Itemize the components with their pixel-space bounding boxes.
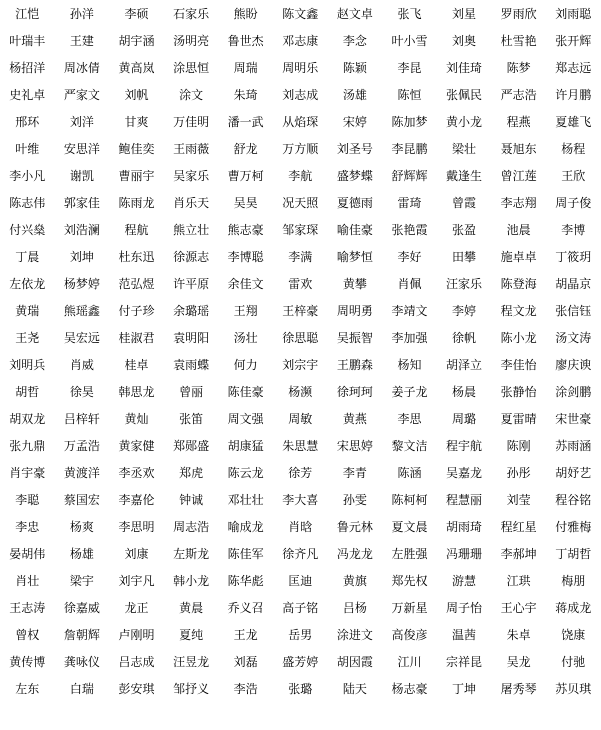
name-cell: 李婷: [452, 303, 477, 318]
name-cell: 邢环: [15, 114, 40, 129]
name-cell: 史礼卓: [9, 87, 46, 102]
name-cell: 李佳怡: [500, 357, 537, 372]
name-cell: 熊瑶鑫: [63, 303, 100, 318]
name-cell: 汤明亮: [173, 33, 210, 48]
name-cell: 张九鼎: [9, 438, 46, 453]
name-cell: 白瑞: [69, 681, 94, 696]
name-cell: 李郝坤: [500, 546, 537, 561]
name-cell: 叶瑞丰: [9, 33, 46, 48]
name-cell: 李忠: [15, 519, 40, 534]
name-cell: 邓壮壮: [227, 492, 264, 507]
name-cell: 吕志成: [118, 654, 155, 669]
name-cell: 郭家佳: [63, 195, 100, 210]
name-cell: 黄晨: [179, 600, 204, 615]
name-cell: 何力: [233, 357, 258, 372]
name-cell: 胡雨琦: [446, 519, 483, 534]
name-cell: 王梓豪: [282, 303, 319, 318]
name-cell: 刘浩澜: [63, 222, 100, 237]
name-cell: 李加强: [391, 330, 428, 345]
name-cell: 刘奥: [452, 33, 477, 48]
name-cell: 安思洋: [63, 141, 100, 156]
name-cell: 熊立壮: [173, 222, 210, 237]
name-cell: 徐帆: [452, 330, 477, 345]
name-cell: 徐芳: [288, 465, 313, 480]
name-cell: 李昆鹏: [391, 141, 428, 156]
name-cell: 涂进文: [336, 627, 373, 642]
name-cell: 严志浩: [500, 87, 537, 102]
name-cell: 张笛: [179, 411, 204, 426]
name-cell: 盛梦蝶: [336, 168, 373, 183]
name-cell: 熊志豪: [227, 222, 264, 237]
name-cell: 赵文卓: [336, 6, 373, 21]
name-cell: 李满: [288, 249, 313, 264]
name-cell: 夏雷晴: [500, 411, 537, 426]
name-cell: 程红星: [500, 519, 537, 534]
name-cell: 舒龙: [233, 141, 258, 156]
name-cell: 李浩: [233, 681, 258, 696]
name-cell: 陈小龙: [500, 330, 537, 345]
name-cell: 韩小龙: [173, 573, 210, 588]
name-cell: 朱思慧: [282, 438, 319, 453]
name-cell: 胡双龙: [9, 411, 46, 426]
name-cell: 黄燕: [342, 411, 367, 426]
name-cell: 聂旭东: [500, 141, 537, 156]
name-cell: 杜雪艳: [500, 33, 537, 48]
name-cell: 刘帆: [124, 87, 149, 102]
name-cell: 黄攀: [342, 276, 367, 291]
name-cell: 杨雄: [69, 546, 94, 561]
name-cell: 付兴燊: [9, 222, 46, 237]
name-cell: 周志浩: [173, 519, 210, 534]
name-cell: 朱琦: [233, 87, 258, 102]
name-cell: 张飞: [397, 6, 422, 21]
name-cell: 徐齐凡: [282, 546, 319, 561]
name-cell: 周冰倩: [63, 60, 100, 75]
name-cell: 夏纯: [179, 627, 204, 642]
name-cell: 雷欢: [288, 276, 313, 291]
name-cell: 徐源志: [173, 249, 210, 264]
name-cell: 鲍佳奕: [118, 141, 155, 156]
name-cell: 刘圣号: [336, 141, 373, 156]
name-cell: 吕梓轩: [63, 411, 100, 426]
name-cell: 严家文: [63, 87, 100, 102]
name-cell: 王志涛: [9, 600, 46, 615]
name-cell: 张开辉: [555, 33, 592, 48]
name-cell: 万佳明: [173, 114, 210, 129]
name-cell: 饶康: [561, 627, 586, 642]
name-cell: 胡泽立: [446, 357, 483, 372]
name-cell: 甘爽: [124, 114, 149, 129]
name-cell: 梁宇: [69, 573, 94, 588]
name-cell: 杨濒: [288, 384, 313, 399]
name-cell: 匡迪: [288, 573, 313, 588]
name-cell: 丁坤: [452, 681, 477, 696]
name-cell: 张佩民: [446, 87, 483, 102]
name-cell: 程宇航: [446, 438, 483, 453]
name-cell: 陈涵: [397, 465, 422, 480]
name-cell: 郑志远: [555, 60, 592, 75]
name-cell: 夏雄飞: [555, 114, 592, 129]
name-cell: 冯珊珊: [446, 546, 483, 561]
name-cell: 刘坤: [69, 249, 94, 264]
name-cell: 徐珂珂: [336, 384, 373, 399]
name-cell: 程慧丽: [446, 492, 483, 507]
name-cell: 丁胡哲: [555, 546, 592, 561]
name-cell: 李好: [397, 249, 422, 264]
name-cell: 万新星: [391, 600, 428, 615]
name-cell: 徐嘉威: [63, 600, 100, 615]
name-cell: 曾江莲: [500, 168, 537, 183]
name-cell: 龚咏仪: [63, 654, 100, 669]
name-cell: 宋思婷: [336, 438, 373, 453]
name-cell: 万方顺: [282, 141, 319, 156]
name-cell: 郑先权: [391, 573, 428, 588]
name-cell: 肖佩: [397, 276, 422, 291]
name-cell: 范弘煜: [118, 276, 155, 291]
name-cell: 余佳文: [227, 276, 264, 291]
name-cell: 胡康猛: [227, 438, 264, 453]
name-cell: 谢凯: [69, 168, 94, 183]
name-cell: 曾霞: [452, 195, 477, 210]
name-cell: 杜东迅: [118, 249, 155, 264]
name-cell: 陈刚: [506, 438, 531, 453]
name-cell: 李志翔: [500, 195, 537, 210]
name-cell: 梁壮: [452, 141, 477, 156]
name-cell: 李大喜: [282, 492, 319, 507]
name-cell: 苏贝琪: [555, 681, 592, 696]
name-cell: 孙彤: [506, 465, 531, 480]
name-cell: 黄旗: [342, 573, 367, 588]
name-cell: 程谷铭: [555, 492, 592, 507]
name-cell: 曾权: [15, 627, 40, 642]
name-cell: 江珙: [506, 573, 531, 588]
name-cell: 黄家健: [118, 438, 155, 453]
name-cell: 叶维: [15, 141, 40, 156]
name-cell: 陈雨龙: [118, 195, 155, 210]
name-cell: 张璐: [288, 681, 313, 696]
name-cell: 江川: [397, 654, 422, 669]
name-cell: 乔义召: [227, 600, 264, 615]
name-cell: 曹万柯: [227, 168, 264, 183]
name-cell: 刘磊: [233, 654, 258, 669]
name-cell: 左依龙: [9, 276, 46, 291]
name-cell: 蒋成龙: [555, 600, 592, 615]
name-cell: 桂卓: [124, 357, 149, 372]
name-cell: 黎文洁: [391, 438, 428, 453]
name-cell: 池晨: [506, 222, 531, 237]
name-cell: 徐思聪: [282, 330, 319, 345]
name-cell: 杨程: [561, 141, 586, 156]
name-cell: 刘志成: [282, 87, 319, 102]
name-cell: 朱卓: [506, 627, 531, 642]
name-cell: 吕杨: [342, 600, 367, 615]
name-cell: 吴宏远: [63, 330, 100, 345]
name-cell: 罗雨欣: [500, 6, 537, 21]
name-cell: 李小凡: [9, 168, 46, 183]
name-cell: 王心宇: [500, 600, 537, 615]
name-cell: 鲁世杰: [227, 33, 264, 48]
name-cell: 杨晨: [452, 384, 477, 399]
name-cell: 肖壮: [15, 573, 40, 588]
name-cell: 陈柯柯: [391, 492, 428, 507]
name-cell: 左斯龙: [173, 546, 210, 561]
name-cell: 李念: [342, 33, 367, 48]
name-cell: 李嘉伦: [118, 492, 155, 507]
name-cell: 温茜: [452, 627, 477, 642]
name-cell: 许月鹏: [555, 87, 592, 102]
name-cell: 陈加梦: [391, 114, 428, 129]
name-cell: 李聪: [15, 492, 40, 507]
name-cell: 陈华彪: [227, 573, 264, 588]
name-cell: 陈颖: [342, 60, 367, 75]
name-cell: 宋世豪: [555, 411, 592, 426]
name-cell: 王鹏森: [336, 357, 373, 372]
name-cell: 程航: [124, 222, 149, 237]
name-cell: 詹朝辉: [63, 627, 100, 642]
name-cell: 袁明阳: [173, 330, 210, 345]
name-cell: 刘明兵: [9, 357, 46, 372]
name-cell: 龙正: [124, 600, 149, 615]
name-cell: 陈文鑫: [282, 6, 319, 21]
name-cell: 桂淑君: [118, 330, 155, 345]
name-cell: 刘宗宇: [282, 357, 319, 372]
name-cell: 吴家乐: [173, 168, 210, 183]
name-cell: 陈云龙: [227, 465, 264, 480]
name-cell: 汪昱龙: [173, 654, 210, 669]
name-cell: 丁晨: [15, 249, 40, 264]
name-cell: 吴振智: [336, 330, 373, 345]
name-cell: 肖宇豪: [9, 465, 46, 480]
name-cell: 夏文晨: [391, 519, 428, 534]
name-cell: 盛芳婷: [282, 654, 319, 669]
name-cell: 李青: [342, 465, 367, 480]
name-cell: 刘莹: [506, 492, 531, 507]
name-cell: 黄瑞: [15, 303, 40, 318]
name-cell: 汤壮: [233, 330, 258, 345]
name-cell: 王建: [69, 33, 94, 48]
name-cell: 雷琦: [397, 195, 422, 210]
name-cell: 汪家乐: [446, 276, 483, 291]
name-cell: 夏德雨: [336, 195, 373, 210]
name-cell: 胡妤艺: [555, 465, 592, 480]
name-cell: 施卓卓: [500, 249, 537, 264]
name-cell: 付子珍: [118, 303, 155, 318]
name-cell: 孙洋: [69, 6, 94, 21]
name-cell: 钟诚: [179, 492, 204, 507]
name-cell: 王欣: [561, 168, 586, 183]
name-cell: 梅朋: [561, 573, 586, 588]
name-cell: 黄小龙: [446, 114, 483, 129]
name-cell: 程燕: [506, 114, 531, 129]
name-cell: 刘雨聪: [555, 6, 592, 21]
name-cell: 喻佳豪: [336, 222, 373, 237]
name-cell: 涂剑鹏: [555, 384, 592, 399]
name-cell: 周子俊: [555, 195, 592, 210]
name-cell: 张盈: [452, 222, 477, 237]
name-cell: 石家乐: [173, 6, 210, 21]
name-cell: 肖乐天: [173, 195, 210, 210]
name-cell: 姜子龙: [391, 384, 428, 399]
name-cell: 潘一武: [227, 114, 264, 129]
name-cell: 邓志康: [282, 33, 319, 48]
name-cell: 胡因霞: [336, 654, 373, 669]
name-cell: 吴龙: [506, 654, 531, 669]
name-cell: 丁筱玥: [555, 249, 592, 264]
name-cell: 周明乐: [282, 60, 319, 75]
name-cell: 李航: [288, 168, 313, 183]
name-cell: 游慧: [452, 573, 477, 588]
name-cell: 胡晶京: [555, 276, 592, 291]
name-cell: 戴逢生: [446, 168, 483, 183]
name-cell: 陆天: [342, 681, 367, 696]
name-cell: 汤雄: [342, 87, 367, 102]
name-cell: 李博: [561, 222, 586, 237]
name-cell: 周子怡: [446, 600, 483, 615]
name-cell: 黄传博: [9, 654, 46, 669]
name-cell: 杨梦婷: [63, 276, 100, 291]
name-cell: 彭安琪: [118, 681, 155, 696]
name-cell: 杨知: [397, 357, 422, 372]
name-cell: 胡宇涵: [118, 33, 155, 48]
name-cell: 周敏: [288, 411, 313, 426]
name-cell: 晏胡伟: [9, 546, 46, 561]
name-cell: 许平原: [173, 276, 210, 291]
name-cell: 刘星: [452, 6, 477, 21]
name-cell: 陈佳豪: [227, 384, 264, 399]
name-cell: 付雅梅: [555, 519, 592, 534]
name-cell: 陈梦: [506, 60, 531, 75]
name-cell: 黄渡洋: [63, 465, 100, 480]
name-cell: 李思: [397, 411, 422, 426]
name-cell: 程文龙: [500, 303, 537, 318]
name-cell: 涂文: [179, 87, 204, 102]
name-cell: 涂思恒: [173, 60, 210, 75]
name-cell: 王尧: [15, 330, 40, 345]
name-cell: 陈恒: [397, 87, 422, 102]
name-cell: 周瑞: [233, 60, 258, 75]
name-cell: 周明勇: [336, 303, 373, 318]
name-cell: 李丞欢: [118, 465, 155, 480]
name-cell: 韩思龙: [118, 384, 155, 399]
name-cell: 王龙: [233, 627, 258, 642]
name-cell: 郑郧盛: [173, 438, 210, 453]
name-cell: 冯龙龙: [336, 546, 373, 561]
name-cell: 万孟浩: [63, 438, 100, 453]
name-cell: 熊盼: [233, 6, 258, 21]
name-cell: 左胜强: [391, 546, 428, 561]
name-cell: 高俊彦: [391, 627, 428, 642]
name-cell: 卢刚明: [118, 627, 155, 642]
name-cell: 蔡国宏: [63, 492, 100, 507]
name-cell: 江恺: [15, 6, 40, 21]
name-cell: 宗祥昆: [446, 654, 483, 669]
name-cell: 陈登海: [500, 276, 537, 291]
name-cell: 张信钰: [555, 303, 592, 318]
name-cell: 左东: [15, 681, 40, 696]
name-cell: 王雨薇: [173, 141, 210, 156]
name-cell: 陈志伟: [9, 195, 46, 210]
name-cell: 肖威: [69, 357, 94, 372]
name-cell: 张艳霞: [391, 222, 428, 237]
name-cell: 孙雯: [342, 492, 367, 507]
name-cell: 喻成龙: [227, 519, 264, 534]
name-cell: 田攀: [452, 249, 477, 264]
name-cell: 苏雨涵: [555, 438, 592, 453]
name-cell: 曹丽宇: [118, 168, 155, 183]
name-cell: 况天照: [282, 195, 319, 210]
name-cell: 袁雨蝶: [173, 357, 210, 372]
name-cell: 曾丽: [179, 384, 204, 399]
name-cell: 徐昊: [69, 384, 94, 399]
name-cell: 王翔: [233, 303, 258, 318]
name-cell: 刘洋: [69, 114, 94, 129]
name-cell: 杨爽: [69, 519, 94, 534]
name-cell: 邹家琛: [282, 222, 319, 237]
name-cell: 叶小雪: [391, 33, 428, 48]
name-cell: 陈佳军: [227, 546, 264, 561]
name-cell: 郑虎: [179, 465, 204, 480]
name-cell: 舒辉辉: [391, 168, 428, 183]
name-cell: 李昆: [397, 60, 422, 75]
name-cell: 刘宇凡: [118, 573, 155, 588]
name-cell: 刘康: [124, 546, 149, 561]
name-cell: 吴昊: [233, 195, 258, 210]
name-cell: 李靖文: [391, 303, 428, 318]
name-cell: 胡哲: [15, 384, 40, 399]
name-cell: 李思明: [118, 519, 155, 534]
name-cell: 黄灿: [124, 411, 149, 426]
name-cell: 鲁元林: [336, 519, 373, 534]
name-cell: 张静怡: [500, 384, 537, 399]
name-cell: 杨招洋: [9, 60, 46, 75]
name-cell: 杨志豪: [391, 681, 428, 696]
name-cell: 李博聪: [227, 249, 264, 264]
name-cell: 吴嘉龙: [446, 465, 483, 480]
name-cell: 付驰: [561, 654, 586, 669]
name-cell: 汤文涛: [555, 330, 592, 345]
name-cell: 从焰琛: [282, 114, 319, 129]
name-cell: 李硕: [124, 6, 149, 21]
name-cell: 余璐瑶: [173, 303, 210, 318]
name-cell: 廖庆谀: [555, 357, 592, 372]
name-cell: 喻梦恒: [336, 249, 373, 264]
name-cell: 屠秀琴: [500, 681, 537, 696]
name-cell: 刘佳琦: [446, 60, 483, 75]
name-cell: 宋婷: [342, 114, 367, 129]
name-cell: 黄高岚: [118, 60, 155, 75]
name-cell: 肖晗: [288, 519, 313, 534]
name-cell: 高子铭: [282, 600, 319, 615]
name-cell: 周文强: [227, 411, 264, 426]
name-cell: 岳男: [288, 627, 313, 642]
name-cell: 邹抒义: [173, 681, 210, 696]
name-cell: 周璐: [452, 411, 477, 426]
